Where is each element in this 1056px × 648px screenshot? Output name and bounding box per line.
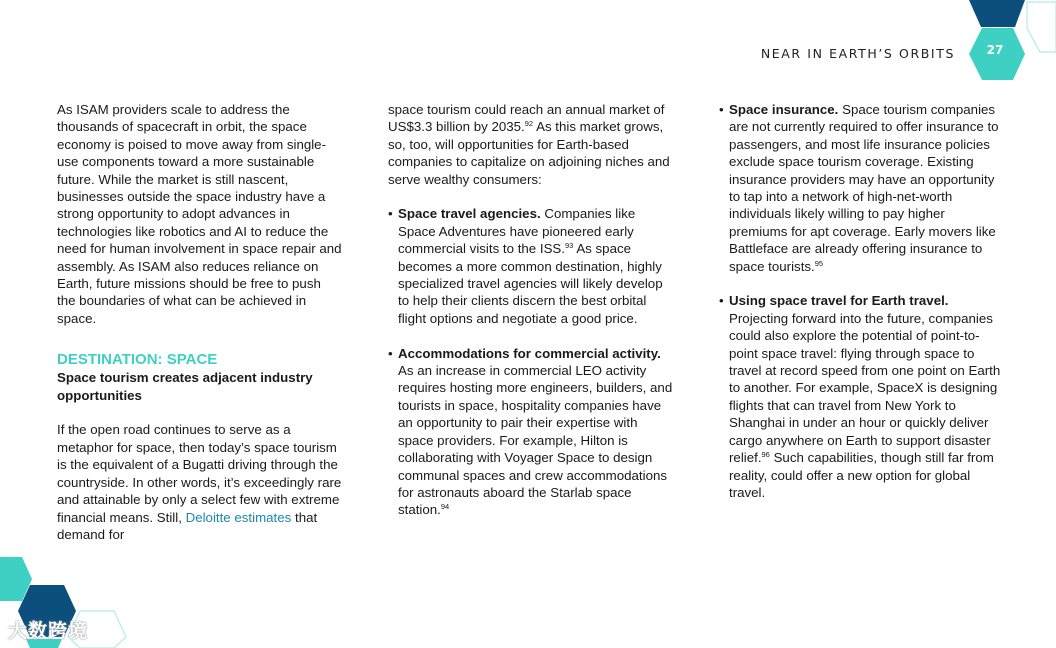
bullet-accommodations: • Accommodations for commercial activity. As an increase in commercial LEO activity requires hosting more engineers, builders, and tourists in space, hospitality companies have an opportunity to pair their expertise with space providers. For example, Hilton is collaborating with Voyager Space to design communal spaces and crew accommodations for astronauts aboard the Starlab space station.$^{94}$ [388, 345, 673, 518]
continuation-paragraph: space tourism could reach an annual market of US$3.3 billion by 2035.92 As this market grows, so, too, will opportunities for Earth-based companies to capitalize on adjoining niches and serve wealthy consumers: [388, 102, 670, 187]
space-tourism-paragraph: If the open road continues to serve as a metaphor for space, then today’s space tourism is the equivalent of a Bugatti driving through the countryside. In other words, it’s exceedingly rare and attainable by only a select few with extreme financial means. Still, Deloitte estimates that demand for [57, 422, 342, 542]
bullet-earth-travel: • Using space travel for Earth travel. Projecting forward into the future, companies could also explore the potential of point-to-point space travel: flying through space to travel at record speed from one point on Earth to another. For example, SpaceX is designing flights that can travel from New York to Shanghai in under an hour or quickly deliver cargo anywhere on Earth to support disaster relief.$^{96}$ Such capabilities, though still far from reality, could offer a new option for global travel. [719, 293, 1001, 500]
deloitte-estimates-link[interactable]: Deloitte estimates [185, 509, 292, 525]
bullet-travel-agencies: • Space travel agencies. Companies like Space Adventures have pioneered early commercial visits to the ISS.$^{93}$ As space becomes a more common destination, highly specialized travel agencies will likely develop to help their clients discern the best orbital flight options and negotiate a good price. [388, 206, 663, 326]
section-heading: DESTINATION: SPACE [57, 351, 218, 369]
footnote-ref: 93 [565, 241, 574, 251]
text-column-2 [388, 101, 673, 519]
footnote-ref: 92 [524, 119, 534, 129]
text-column-1 [57, 101, 342, 543]
bullet-space-insurance: • Space insurance. Space tourism companies are not currently required to offer insurance to passengers, and most life insurance policies exclude space tourism coverage. Existing insurance providers may have an opportunity to tap into a network of high-net-worth individuals likely willing to pay higher premiums for apt coverage. Early movers like Battleface are already offering insurance to space tourists.$^{95}$ [719, 102, 999, 274]
navy-hexagon [969, 0, 1025, 27]
bullet-title: Space travel agencies. [398, 206, 541, 222]
bullet-title: Using space travel for Earth travel. [729, 293, 949, 309]
bullet-title: Space insurance. [729, 102, 839, 117]
running-header: NEAR IN EARTH’S ORBITS [760, 46, 955, 61]
section-subheading: Space tourism creates adjacent industry opportunities [57, 370, 313, 403]
page-number: 27 [986, 43, 1004, 57]
bullet-title: Accommodations for commercial activity. [398, 345, 661, 361]
footnote-ref: 94 [440, 502, 450, 512]
intro-paragraph: As ISAM providers scale to address the thousands of spacecraft in orbit, the space economy is poised to move away from single-use components toward a more sustainable future. While the market is still nascent, businesses outside the space industry have a strong opportunity to adopt advances in technologies like robotics and AI to reduce the need for human involvement in space repair and assembly. As ISAM also reduces reliance on Earth, future missions should be free to push the boundaries of what can be achieved in space. [57, 102, 342, 326]
footnote-ref: 96 [761, 450, 770, 460]
outline-hexagon [1027, 2, 1056, 52]
text-column-3 [719, 101, 1004, 501]
footnote-ref: 95 [814, 258, 824, 268]
watermark: 大数跨境 [8, 620, 89, 642]
